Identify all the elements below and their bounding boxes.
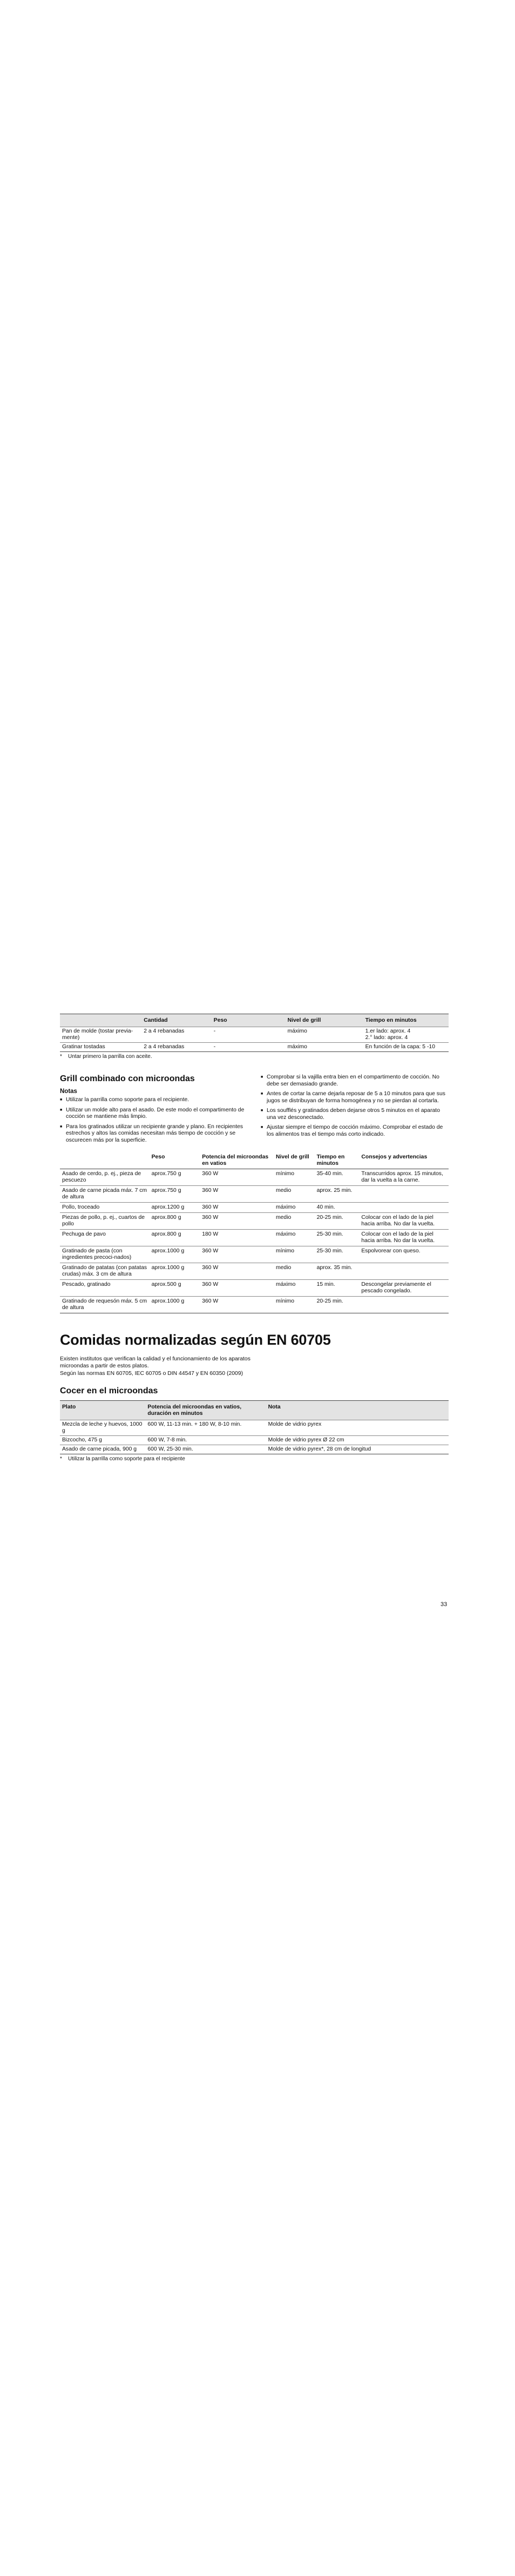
table-cell: 600 W, 7-8 min. <box>145 1435 266 1445</box>
table-cell: máximo <box>274 1280 315 1297</box>
table-cell <box>359 1263 449 1280</box>
table-cell: aprox.1000 g <box>150 1297 200 1313</box>
table-row <box>60 1230 449 1246</box>
table-cell: 15 min. <box>315 1280 360 1297</box>
table-cell: 180 W <box>200 1230 274 1246</box>
table-cell: Molde de vidrio pyrex*, 28 cm de longitud <box>266 1445 449 1454</box>
cook-table-header <box>60 1400 449 1420</box>
header-cell: Cantidad <box>144 1017 168 1023</box>
table-cell: 600 W, 25-30 min. <box>145 1445 266 1454</box>
table-cell: mínimo <box>274 1246 315 1263</box>
header-cell: Consejos y advertencias <box>359 1152 449 1169</box>
header-cell: Nivel de grill <box>274 1152 315 1169</box>
combo-table <box>60 1152 449 1313</box>
table-cell <box>359 1297 449 1313</box>
table-cell: máximo <box>274 1203 315 1213</box>
table-cell: medio <box>274 1213 315 1230</box>
intro-paragraph: Según las normas EN 60705, IEC 60705 o DIN 44547 y EN 60350 (2009) <box>60 1371 243 1377</box>
table-cell: Piezas de pollo, p. ej., cuartos de pollo <box>60 1213 150 1230</box>
table-cell: 360 W <box>200 1263 274 1280</box>
table-cell: Transcurridos aprox. 15 minutos, dar la vuelta a la carne. <box>359 1169 449 1186</box>
list-item: ■ Utilizar un molde alto para el asado. De este modo el compartimento de cocción se mantiene más limpio. <box>60 1107 248 1121</box>
list-item: ■ Antes de cortar la carne dejarla reposar de 5 a 10 minutos para que sus jugos se distribuyan de forma homogénea y no se pierdan al cortarla. <box>261 1091 449 1104</box>
header-cell: Potencia del microondas en vatios, duración en minutos <box>147 1404 242 1417</box>
table-row <box>60 1246 449 1263</box>
cook-footnote: * Utilizar la parrilla como soporte para el recipiente <box>60 1455 185 1462</box>
table-cell: Asado de carne picada máx. 7 cm de altura <box>60 1186 150 1203</box>
cook-subheading: Cocer en el microondas <box>60 1386 158 1395</box>
table-cell: Pan de molde (tostar previa-mente) <box>60 1027 141 1043</box>
grill-table-header <box>60 1014 449 1027</box>
table-cell: aprox.750 g <box>150 1169 200 1186</box>
table-cell: Colocar con el lado de la piel hacia arriba. No dar la vuelta. <box>359 1213 449 1230</box>
table-cell: Gratinado de patatas (con patatas crudas) máx. 3 cm de altura <box>60 1263 150 1280</box>
cook-table <box>60 1400 449 1454</box>
table-cell <box>359 1203 449 1213</box>
list-item: ■ Para los gratinados utilizar un recipiente grande y plano. En recipientes estrechos y altos las comidas necesitan más tiempo de cocción y se oscurecen más por la superficie. <box>60 1124 248 1144</box>
table-cell: 360 W <box>200 1186 274 1203</box>
table-cell: aprox.1000 g <box>150 1246 200 1263</box>
table-cell: 360 W <box>200 1203 274 1213</box>
header-cell: Tiempo en minutos <box>365 1017 417 1023</box>
table-row <box>60 1043 449 1052</box>
header-cell: Peso <box>150 1152 200 1169</box>
table-cell: 360 W <box>200 1280 274 1297</box>
table-cell: aprox. 25 min. <box>315 1186 360 1203</box>
header-cell: Nivel de grill <box>287 1017 321 1023</box>
table-cell: aprox. 35 min. <box>315 1263 360 1280</box>
table-cell: 1.er lado: aprox. 4 2.° lado: aprox. 4 <box>363 1027 449 1043</box>
table-cell: Gratinado de requesón máx. 5 cm de altura <box>60 1297 150 1313</box>
header-cell: Nota <box>268 1404 281 1410</box>
list-item: ■ Ajustar siempre el tiempo de cocción máximo. Comprobar el estado de los alimentos tras el tiempo más corto indicado. <box>261 1124 449 1138</box>
combo-right-column <box>261 1060 449 1147</box>
table-cell: 25-30 min. <box>315 1230 360 1246</box>
header-cell: Tiempo en minutos <box>315 1152 360 1169</box>
table-cell: 20-25 min. <box>315 1297 360 1313</box>
table-row <box>60 1297 449 1313</box>
table-row <box>60 1420 449 1435</box>
combo-section <box>60 1060 449 1147</box>
table-cell: 360 W <box>200 1246 274 1263</box>
header-cell <box>60 1152 150 1169</box>
table-row <box>60 1169 449 1186</box>
table-cell: 2 a 4 rebanadas <box>141 1043 212 1052</box>
table-cell: aprox.750 g <box>150 1186 200 1203</box>
grill-footnote: * Untar primero la parrilla con aceite. <box>60 1054 152 1060</box>
table-cell: Descongelar previamente el pescado congelado. <box>359 1280 449 1297</box>
table-cell: aprox.1000 g <box>150 1263 200 1280</box>
table-row <box>60 1203 449 1213</box>
table-row <box>60 1027 449 1043</box>
table-cell: Gratinar tostadas <box>60 1043 141 1052</box>
notes-heading: Notas <box>60 1088 77 1095</box>
table-cell: aprox.800 g <box>150 1230 200 1246</box>
table-cell: 360 W <box>200 1213 274 1230</box>
table-cell: medio <box>274 1263 315 1280</box>
combo-section-title: Grill combinado con microondas <box>60 1074 195 1083</box>
header-cell: Peso <box>213 1017 227 1023</box>
table-cell: 360 W <box>200 1297 274 1313</box>
table-cell: Gratinado de pasta (con ingredientes precoci-nados) <box>60 1246 150 1263</box>
table-cell: aprox.800 g <box>150 1213 200 1230</box>
table-row <box>60 1280 449 1297</box>
table-cell: 25-30 min. <box>315 1246 360 1263</box>
table-cell: máximo <box>274 1230 315 1246</box>
header-cell: Plato <box>62 1404 76 1410</box>
table-cell: Molde de vidrio pyrex <box>266 1420 449 1435</box>
table-cell: Pechuga de pavo <box>60 1230 150 1246</box>
table-cell: - <box>212 1027 286 1043</box>
table-cell: 40 min. <box>315 1203 360 1213</box>
table-cell: 600 W, 11-13 min. + 180 W, 8-10 min. <box>145 1420 266 1435</box>
list-item: ■ Los soufflés y gratinados deben dejarse otros 5 minutos en el aparato una vez desconectado. <box>261 1108 449 1121</box>
table-row <box>60 1435 449 1445</box>
intro-paragraph: Existen institutos que verifican la calidad y el funcionamiento de los aparatos microondas a partir de estos platos. <box>60 1356 250 1369</box>
table-cell: 360 W <box>200 1169 274 1186</box>
page-number: 33 <box>441 1601 448 1608</box>
list-item: ■ Utilizar la parrilla como soporte para el recipiente. <box>60 1097 248 1104</box>
table-cell: aprox.500 g <box>150 1280 200 1297</box>
table-cell: Pescado, gratinado <box>60 1280 150 1297</box>
list-item: ■ Comprobar si la vajilla entra bien en el compartimento de cocción. No debe ser demasiado grande. <box>261 1074 449 1088</box>
table-cell <box>359 1186 449 1203</box>
table-cell: Molde de vidrio pyrex Ø 22 cm <box>266 1435 449 1445</box>
header-cell <box>60 1014 141 1027</box>
table-cell: Mezcla de leche y huevos, 1000 g <box>60 1420 145 1435</box>
table-cell: Pollo, troceado <box>60 1203 150 1213</box>
table-cell: Asado de cerdo, p. ej., pieza de pescuezo <box>60 1169 150 1186</box>
combo-left-column <box>60 1060 248 1147</box>
table-row <box>60 1445 449 1454</box>
table-row <box>60 1186 449 1203</box>
grill-table <box>60 1014 449 1052</box>
notes-list-left <box>60 1097 248 1144</box>
table-cell: 2 a 4 rebanadas <box>141 1027 212 1043</box>
table-cell: En función de la capa: 5 -10 <box>363 1043 449 1052</box>
table-cell: 35-40 min. <box>315 1169 360 1186</box>
page-content <box>60 1014 449 1462</box>
header-cell: Potencia del microondas en vatios <box>200 1152 274 1169</box>
table-cell: Colocar con el lado de la piel hacia arriba. No dar la vuelta. <box>359 1230 449 1246</box>
standard-section-intro <box>60 1356 254 1378</box>
table-cell: - <box>212 1043 286 1052</box>
combo-table-header <box>60 1152 449 1169</box>
table-cell: mínimo <box>274 1169 315 1186</box>
table-cell: mínimo <box>274 1297 315 1313</box>
table-cell: Espolvorear con queso. <box>359 1246 449 1263</box>
table-cell: Asado de carne picada, 900 g <box>60 1445 145 1454</box>
table-cell: Bizcocho, 475 g <box>60 1435 145 1445</box>
table-row <box>60 1263 449 1280</box>
table-cell: aprox.1200 g <box>150 1203 200 1213</box>
notes-list-right <box>261 1074 449 1138</box>
table-cell: medio <box>274 1186 315 1203</box>
standard-section-title: Comidas normalizadas según EN 60705 <box>60 1332 331 1348</box>
table-cell: 20-25 min. <box>315 1213 360 1230</box>
table-cell: máximo <box>286 1027 363 1043</box>
table-row <box>60 1213 449 1230</box>
table-cell: máximo <box>286 1043 363 1052</box>
